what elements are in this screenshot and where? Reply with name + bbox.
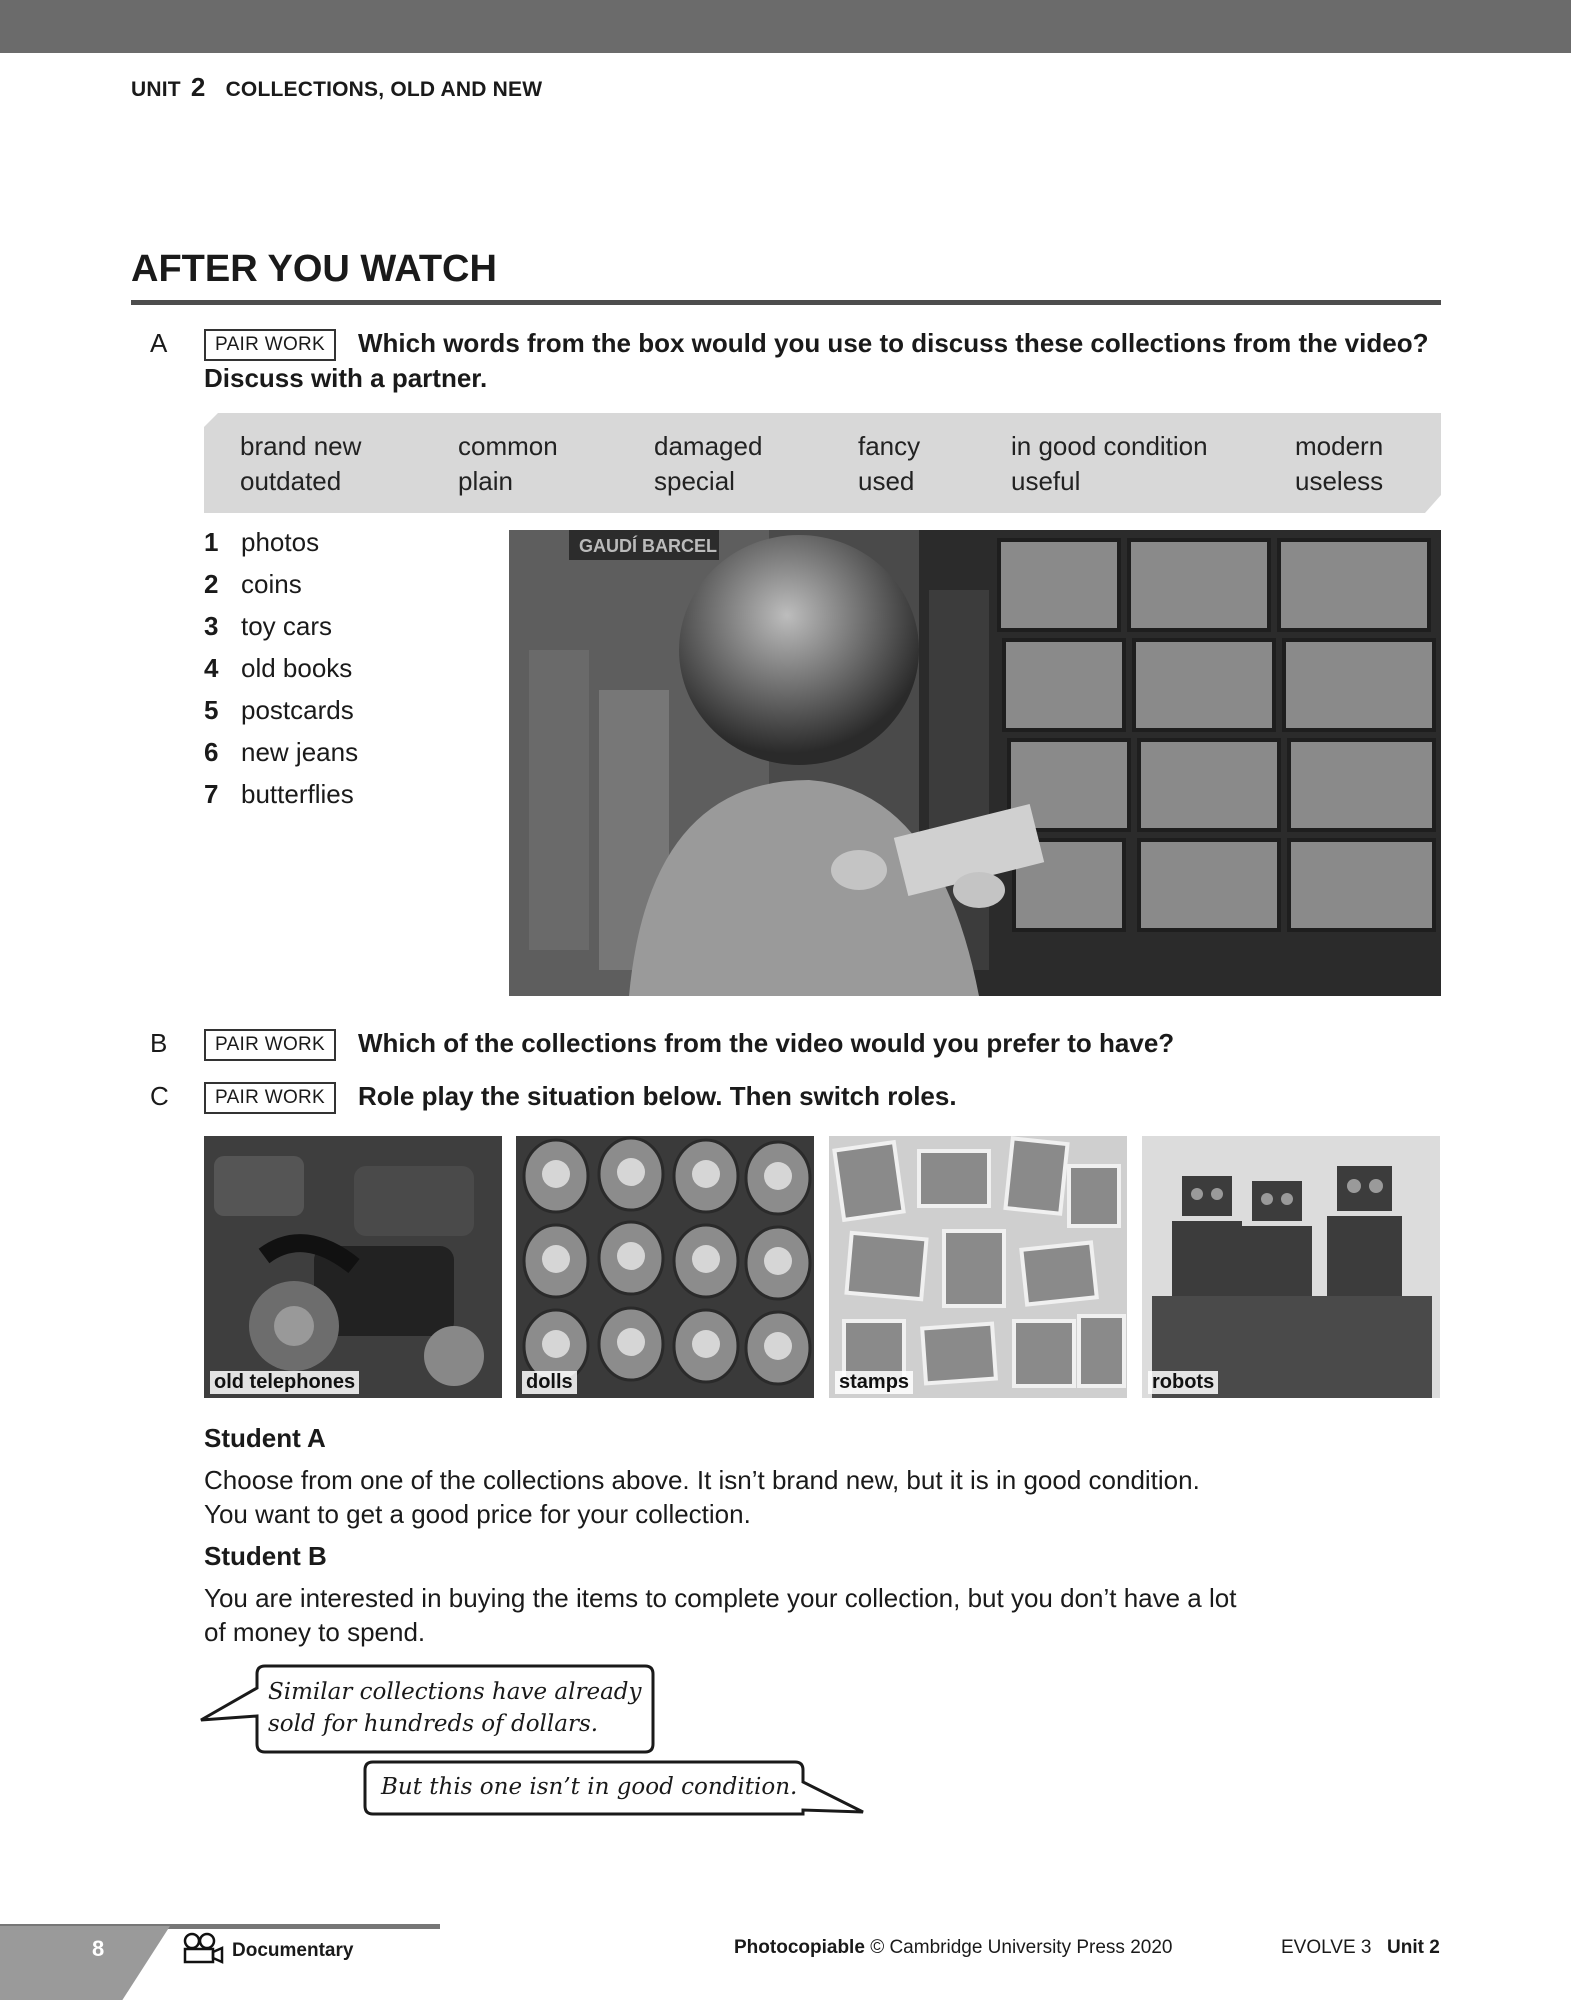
word-col-5 (1011, 429, 1208, 499)
postcard-shop-illustration (509, 530, 1441, 996)
item-number: 2 (204, 569, 219, 599)
word: fancy (858, 431, 921, 461)
word-col-2 (458, 429, 558, 499)
video-camera-icon (182, 1932, 224, 1964)
top-bar (0, 0, 1571, 53)
unit-prefix: UNIT (131, 78, 181, 101)
word-col-4 (858, 429, 920, 499)
telephones-illustration (204, 1136, 502, 1398)
student-b-text-line2: of money to spend. (204, 1617, 426, 1647)
list-item (204, 569, 302, 600)
robots-illustration (1142, 1136, 1440, 1398)
robots-photo (1142, 1136, 1440, 1398)
item-text: butterflies (241, 779, 354, 809)
footer-unit: Unit 2 (1387, 1937, 1440, 1958)
documentary-label: Documentary (232, 1940, 354, 1961)
footer-tab (0, 1926, 170, 2000)
list-item (204, 779, 354, 810)
section-divider (131, 300, 1441, 305)
exercise-a-instruction-line1: Which words from the box would you use to discuss these collections from the video? (358, 328, 1429, 358)
word-col-3 (654, 429, 762, 499)
list-item (204, 695, 354, 726)
exercise-c-instruction: Role play the situation below. Then switch roles. (358, 1081, 957, 1111)
item-number: 7 (204, 779, 219, 809)
unit-number: 2 (190, 72, 206, 102)
list-item (204, 527, 319, 558)
stamps-illustration (829, 1136, 1127, 1398)
postcard-shop-photo (509, 530, 1441, 996)
photo-caption: dolls (522, 1371, 577, 1394)
word: in good condition (1011, 431, 1208, 461)
exercise-b-letter: B (150, 1028, 168, 1058)
word: useless (1295, 466, 1384, 496)
item-text: old books (241, 653, 353, 683)
stamps-photo (829, 1136, 1127, 1398)
speech-bubble-seller (268, 1676, 642, 1740)
photo-caption: old telephones (210, 1371, 359, 1394)
photo-caption: stamps (835, 1371, 913, 1394)
student-a-text-line1: Choose from one of the collections above. It isn’t brand new, but it is in good condition. (204, 1465, 1200, 1495)
dolls-illustration (516, 1136, 814, 1398)
exercise-a-letter: A (150, 328, 168, 358)
item-number: 1 (204, 527, 219, 557)
list-item (204, 611, 332, 642)
item-text: toy cars (241, 611, 333, 641)
photo-caption: robots (1148, 1371, 1218, 1394)
item-text: new jeans (241, 737, 359, 767)
copyright-text: © Cambridge University Press 2020 (870, 1937, 1173, 1958)
pair-work-badge: PAIR WORK (204, 1082, 336, 1114)
exercise-a-instruction-line2: Discuss with a partner. (204, 363, 488, 393)
word: plain (458, 466, 513, 496)
item-number: 4 (204, 653, 219, 683)
shop-sign-text: GAUDÍ BARCEL (579, 536, 717, 556)
word: damaged (654, 431, 763, 461)
word: used (858, 466, 915, 496)
word-col-1 (240, 429, 361, 499)
speech-bubble-buyer: But this one isn’t in good condition. (381, 1774, 798, 1800)
item-text: coins (241, 569, 302, 599)
copyright-notice (734, 1937, 1172, 1959)
pair-work-badge: PAIR WORK (204, 329, 336, 361)
word: outdated (240, 466, 342, 496)
word-box (204, 413, 1441, 513)
unit-header (131, 72, 542, 103)
item-number: 5 (204, 695, 219, 725)
exercise-b-instruction: Which of the collections from the video would you prefer to have? (358, 1028, 1175, 1058)
word: special (654, 466, 735, 496)
bubble-line: sold for hundreds of dollars. (268, 1711, 599, 1737)
word-col-6 (1295, 429, 1383, 499)
word: modern (1295, 431, 1384, 461)
student-a-heading: Student A (204, 1423, 326, 1453)
student-a-text-line2: You want to get a good price for your collection. (204, 1499, 751, 1529)
list-item (204, 737, 358, 768)
old-telephones-photo (204, 1136, 502, 1398)
word: useful (1011, 466, 1081, 496)
section-title: AFTER YOU WATCH (131, 248, 497, 290)
page-number: 8 (92, 1936, 105, 1961)
word: brand new (240, 431, 362, 461)
unit-title: COLLECTIONS, OLD AND NEW (225, 78, 543, 101)
item-text: postcards (241, 695, 354, 725)
item-text: photos (241, 527, 320, 557)
list-item (204, 653, 352, 684)
student-b-text-line1: You are interested in buying the items to complete your collection, but you don’t have a lot (204, 1583, 1237, 1613)
pair-work-badge: PAIR WORK (204, 1029, 336, 1061)
item-number: 3 (204, 611, 219, 641)
photocopiable-label: Photocopiable (734, 1937, 865, 1958)
item-number: 6 (204, 737, 219, 767)
book-title: EVOLVE 3 (1281, 1937, 1372, 1958)
bubble-line: Similar collections have already (268, 1679, 642, 1705)
dolls-photo (516, 1136, 814, 1398)
student-b-heading: Student B (204, 1541, 327, 1571)
exercise-c-letter: C (150, 1081, 169, 1111)
word: common (458, 431, 558, 461)
